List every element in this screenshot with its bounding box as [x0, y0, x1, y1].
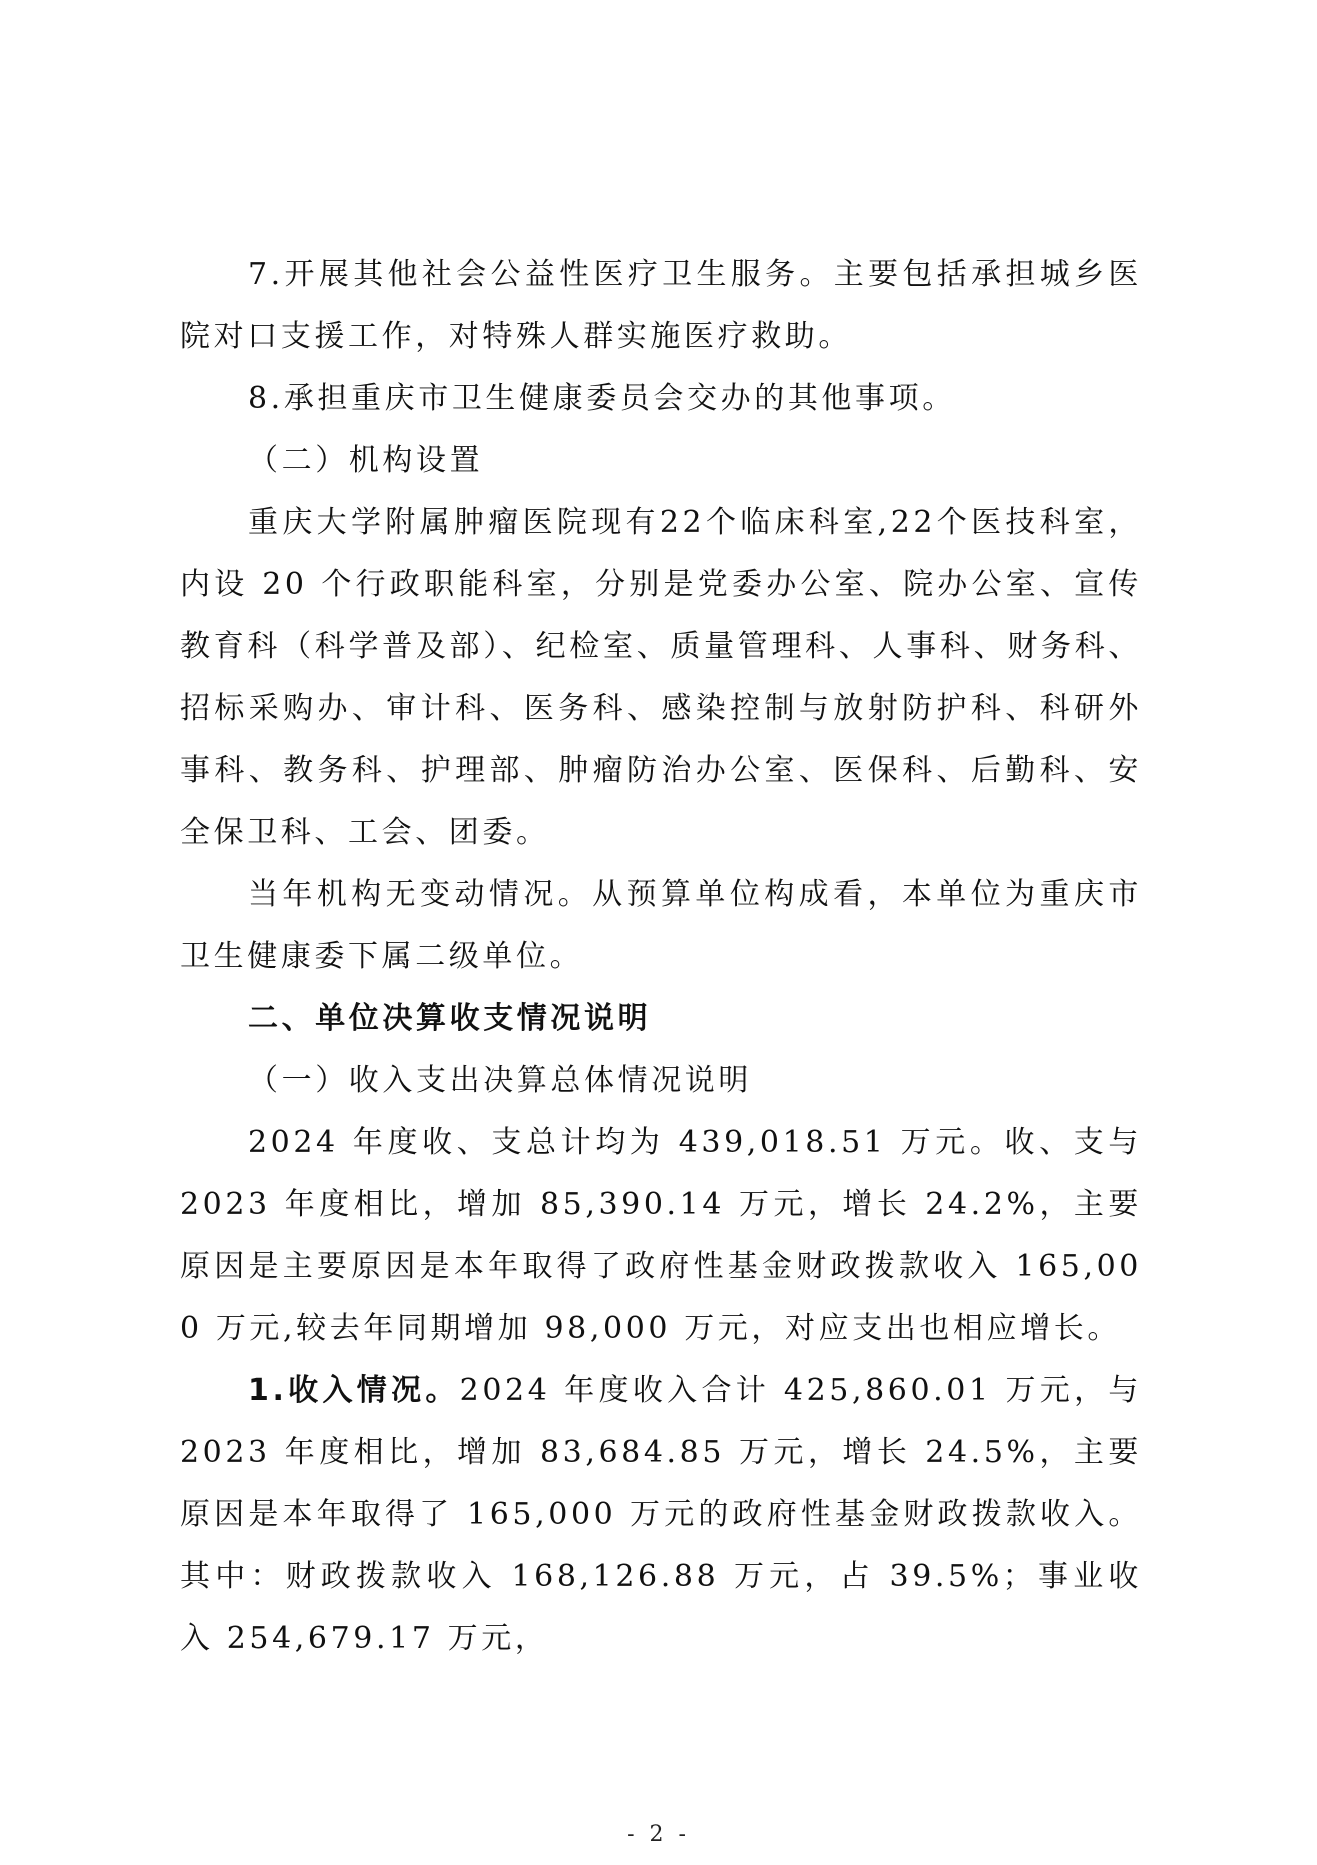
- document-body: [180, 244, 1142, 1670]
- paragraph-income-situation: [180, 1360, 1142, 1670]
- section-heading-budget-summary: 二、单位决算收支情况说明: [248, 1001, 652, 1036]
- section-heading-organization: （二）机构设置: [248, 443, 484, 478]
- income-situation-lead: 1.收入情况。: [248, 1373, 460, 1408]
- paragraph-organization-changes: 当年机构无变动情况。从预算单位构成看，本单位为重庆市卫生健康委下属二级单位。: [180, 877, 1142, 974]
- section-heading-income-expense-overview: （一）收入支出决算总体情况说明: [248, 1063, 752, 1098]
- paragraph-service-item-7: 7.开展其他社会公益性医疗卫生服务。主要包括承担城乡医院对口支援工作，对特殊人群实施医疗救助。: [180, 257, 1142, 354]
- paragraph-service-item-8: 8.承担重庆市卫生健康委员会交办的其他事项。: [248, 381, 956, 416]
- income-situation-text: 2024 年度收入合计 425,860.01 万元，与 2023 年度相比，增加 83,684.85 万元，增长 24.5%，主要原因是本年取得了 165,000 万元的政府性基金财政拨款收入。其中：财政拨款收入 168,126.88 万元，占 39.5%；事业收入 254,679.17 万元，: [180, 1373, 1142, 1656]
- paragraph-organization-departments: 重庆大学附属肿瘤医院现有22个临床科室,22个医技科室，内设 20 个行政职能科室，分别是党委办公室、院办公室、宣传教育科（科学普及部）、纪检室、质量管理科、人事科、财务科、招标采购办、审计科、医务科、感染控制与放射防护科、科研外事科、教务科、护理部、肿瘤防治办公室、医保科、后勤科、安全保卫科、工会、团委。: [180, 505, 1142, 850]
- paragraph-income-expense-total: 2024 年度收、支总计均为 439,018.51 万元。收、支与 2023 年度相比，增加 85,390.14 万元，增长 24.2%，主要原因是主要原因是本年取得了政府性基金财政拨款收入 165,000 万元,较去年同期增加 98,000 万元，对应支出也相应增长。: [180, 1125, 1142, 1346]
- page-number: - 2 -: [627, 1822, 690, 1847]
